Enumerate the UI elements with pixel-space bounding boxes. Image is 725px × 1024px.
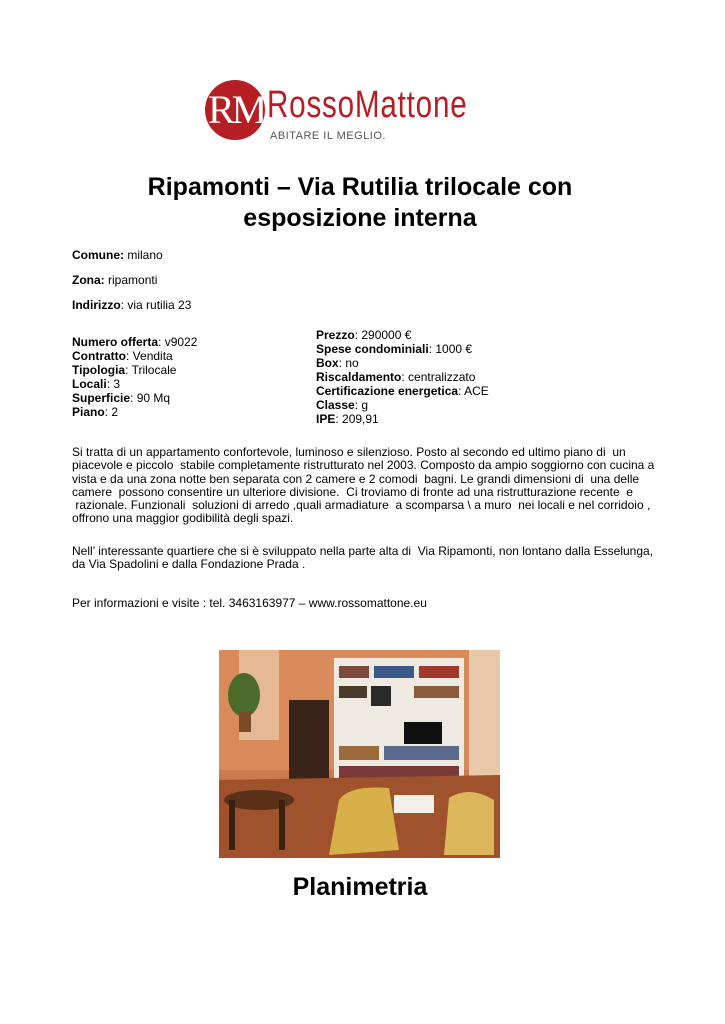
detail-value: 1000 €	[435, 342, 473, 356]
detail-row: IPE: 209,91	[316, 412, 379, 426]
zona-value: ripamonti	[108, 273, 158, 287]
indirizzo-label: Indirizzo	[72, 298, 121, 312]
detail-label: Box	[316, 356, 339, 370]
detail-row: Riscaldamento: centralizzato	[316, 370, 476, 384]
title-line: esposizione interna	[243, 204, 477, 232]
detail-label: Piano	[72, 405, 105, 419]
detail-value: Vendita	[132, 349, 173, 363]
detail-value: no	[345, 356, 359, 370]
indirizzo-field: Indirizzo: via rutilia 23	[72, 298, 192, 312]
detail-value: 90 Mq	[136, 391, 171, 405]
detail-value: 290000 €	[361, 328, 412, 342]
detail-value: 3	[113, 377, 121, 391]
description-line: razionale. Funzionali soluzioni di arredo ,quali armadiature a scomparsa \ a muro nei locali e nel corridoio ,	[72, 498, 651, 513]
detail-label: Riscaldamento	[316, 370, 402, 384]
detail-row: Spese condominiali: 1000 €	[316, 342, 473, 356]
neighborhood-line: da Via Spadolini e dalla Fondazione Prada .	[72, 557, 306, 572]
detail-value: ACE	[464, 384, 489, 398]
detail-row: Tipologia: Trilocale	[72, 363, 177, 377]
comune-field	[72, 248, 163, 262]
detail-row: Prezzo: 290000 €	[316, 328, 412, 342]
detail-row: Contratto: Vendita	[72, 349, 173, 363]
page-title	[60, 172, 660, 234]
detail-label: Spese condominiali	[316, 342, 429, 356]
detail-label: Certificazione energetica	[316, 384, 459, 398]
detail-row: Numero offerta: v9022	[72, 335, 198, 349]
description-line: vista e da una zona notte ben separata con 2 camere e 2 comodi bagni. Le grandi dimensioni di una delle	[72, 471, 640, 486]
description-line: offrono una maggior godibilità degli spazi.	[72, 511, 294, 526]
description-line: Si tratta di un appartamento confortevole, luminoso e silenzioso. Posto al secondo ed ultimo piano di un	[72, 445, 626, 459]
logo-monogram-circle	[205, 80, 265, 140]
detail-label: Tipologia	[72, 363, 126, 377]
detail-row: Certificazione energetica: ACE	[316, 384, 489, 398]
description-paragraph	[72, 446, 657, 526]
detail-label: Contratto	[72, 349, 126, 363]
detail-label: Prezzo	[316, 328, 355, 342]
indirizzo-value: via rutilia 23	[127, 298, 192, 312]
detail-row: Box: no	[316, 356, 359, 370]
detail-label: Superficie	[72, 391, 131, 405]
detail-row: Classe: g	[316, 398, 369, 412]
detail-value: Trilocale	[131, 363, 177, 377]
detail-label: IPE	[316, 412, 336, 426]
detail-row: Locali: 3	[72, 377, 121, 391]
comune-label: Comune:	[72, 248, 124, 262]
detail-value: 2	[111, 405, 119, 419]
detail-value: 209,91	[342, 412, 379, 426]
details-left	[72, 335, 197, 419]
zona-field	[72, 273, 157, 287]
logo-name: RossoMattone	[267, 84, 468, 126]
description-line: piacevole e piccolo stabile completamente ristrutturato nel 2003. Composto da ampio soggiorno con cucina a	[72, 458, 655, 473]
logo-tagline: ABITARE IL MEGLIO.	[270, 130, 386, 142]
apartment-photo	[219, 650, 500, 858]
detail-label: Numero offerta	[72, 335, 159, 349]
neighborhood-paragraph	[72, 545, 657, 572]
comune-value: milano	[127, 248, 163, 262]
zona-label: Zona:	[72, 273, 105, 287]
title-line: Ripamonti – Via Rutilia trilocale con	[147, 173, 573, 201]
detail-value: centralizzato	[408, 370, 476, 384]
detail-label: Locali	[72, 377, 107, 391]
detail-row: Piano: 2	[72, 405, 119, 419]
detail-row: Superficie: 90 Mq	[72, 391, 171, 405]
detail-value: g	[361, 398, 369, 412]
neighborhood-line: Nell’ interessante quartiere che si è sviluppato nella parte alta di Via Ripamonti, non lontano dalla Esselunga,	[72, 544, 654, 558]
description-line: camere possono consentire un ulteriore divisione. Ci troviamo di fronte ad una ristrutturazione recente e	[72, 484, 633, 499]
floorplan-heading: Planimetria	[292, 873, 428, 901]
details-right	[316, 328, 489, 426]
detail-value: v9022	[164, 335, 198, 349]
company-logo	[205, 80, 525, 150]
detail-label: Classe	[316, 398, 355, 412]
contact-line: Per informazioni e visite : tel. 3463163977 – www.rossomattone.eu	[72, 596, 427, 610]
logo-monogram: RM	[208, 87, 265, 132]
